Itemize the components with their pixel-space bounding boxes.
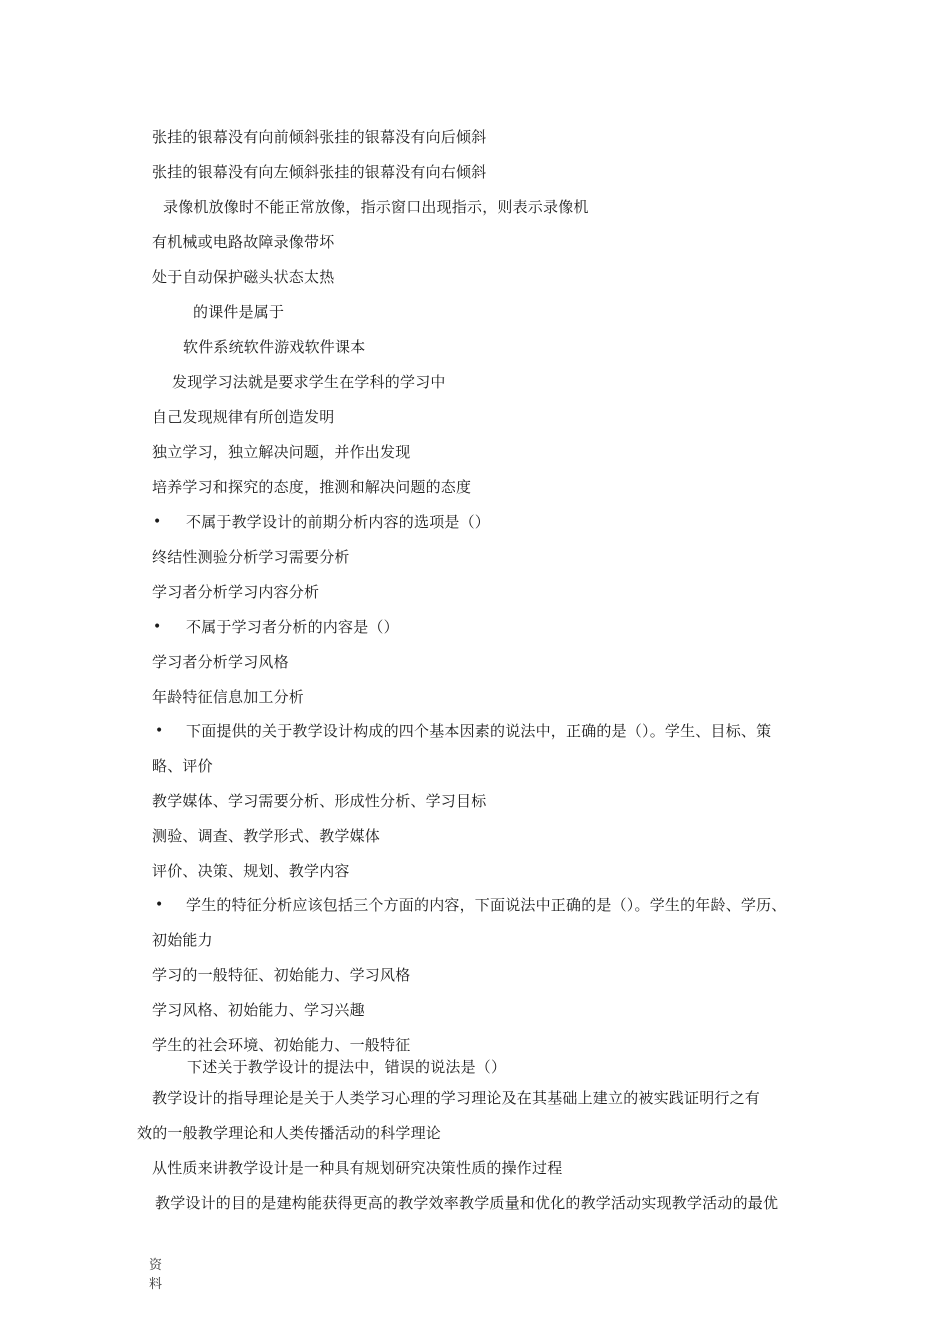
text-line: 学习的一般特征、初始能力、学习风格 <box>152 966 411 984</box>
bullet-marker: • <box>155 723 164 739</box>
bullet-marker: • <box>153 619 162 635</box>
bullet-marker: • <box>155 897 164 913</box>
text-line: 测验、调查、教学形式、教学媒体 <box>152 827 381 845</box>
text-line: 年龄特征信息加工分析 <box>152 688 305 706</box>
text-line: 发现学习法就是要求学生在学科的学习中 <box>172 373 446 391</box>
question-line: 不属于教学设计的前期分析内容的选项是（） <box>186 513 491 531</box>
question-line: 下述关于教学设计的提法中，错误的说法是（） <box>187 1058 507 1076</box>
text-line: 教学设计的指导理论是关于人类学习心理的学习理论及在其基础上建立的被实践证明行之有 <box>152 1089 761 1107</box>
text-line: 软件系统软件游戏软件课本 <box>183 338 366 356</box>
text-line: 终结性测验分析学习需要分析 <box>152 548 350 566</box>
text-line: 录像机放像时不能正常放像，指示窗口出现指示，则表示录像机 <box>163 198 589 216</box>
text-line: 评价、决策、规划、教学内容 <box>152 862 350 880</box>
text-line: 张挂的银幕没有向左倾斜张挂的银幕没有向右倾斜 <box>152 163 487 181</box>
text-line: 学习者分析学习风格 <box>152 653 289 671</box>
text-line: 学习者分析学习内容分析 <box>152 583 320 601</box>
question-line: 不属于学习者分析的内容是（） <box>186 618 399 636</box>
bullet-marker: • <box>153 514 162 530</box>
text-line: 略、评价 <box>152 757 213 775</box>
text-line: 处于自动保护磁头状态太热 <box>152 268 335 286</box>
text-line: 学习风格、初始能力、学习兴趣 <box>152 1001 365 1019</box>
text-line: 初始能力 <box>152 931 213 949</box>
text-line: 效的一般教学理论和人类传播活动的科学理论 <box>137 1124 442 1142</box>
text-line: 教学设计的目的是建构能获得更高的教学效率教学质量和优化的教学活动实现教学活动的最优 <box>155 1194 779 1212</box>
text-line: 自己发现规律有所创造发明 <box>152 408 335 426</box>
text-line: 有机械或电路故障录像带坏 <box>152 233 335 251</box>
question-line: 下面提供的关于教学设计构成的四个基本因素的说法中，正确的是（）。学生、目标、策 <box>186 722 772 740</box>
text-line: 的课件是属于 <box>193 303 285 321</box>
text-line: 独立学习，独立解决问题，并作出发现 <box>152 443 411 461</box>
page-footer-label: 资料 <box>149 1258 163 1292</box>
text-line: 张挂的银幕没有向前倾斜张挂的银幕没有向后倾斜 <box>152 128 487 146</box>
text-line: 培养学习和探究的态度，推测和解决问题的态度 <box>152 478 472 496</box>
question-line: 学生的特征分析应该包括三个方面的内容，下面说法中正确的是（）。学生的年龄、学历、 <box>186 896 787 914</box>
text-line: 从性质来讲教学设计是一种具有规划研究决策性质的操作过程 <box>152 1159 563 1177</box>
text-line: 教学媒体、学习需要分析、形成性分析、学习目标 <box>152 792 487 810</box>
text-line: 学生的社会环境、初始能力、一般特征 <box>152 1036 411 1054</box>
